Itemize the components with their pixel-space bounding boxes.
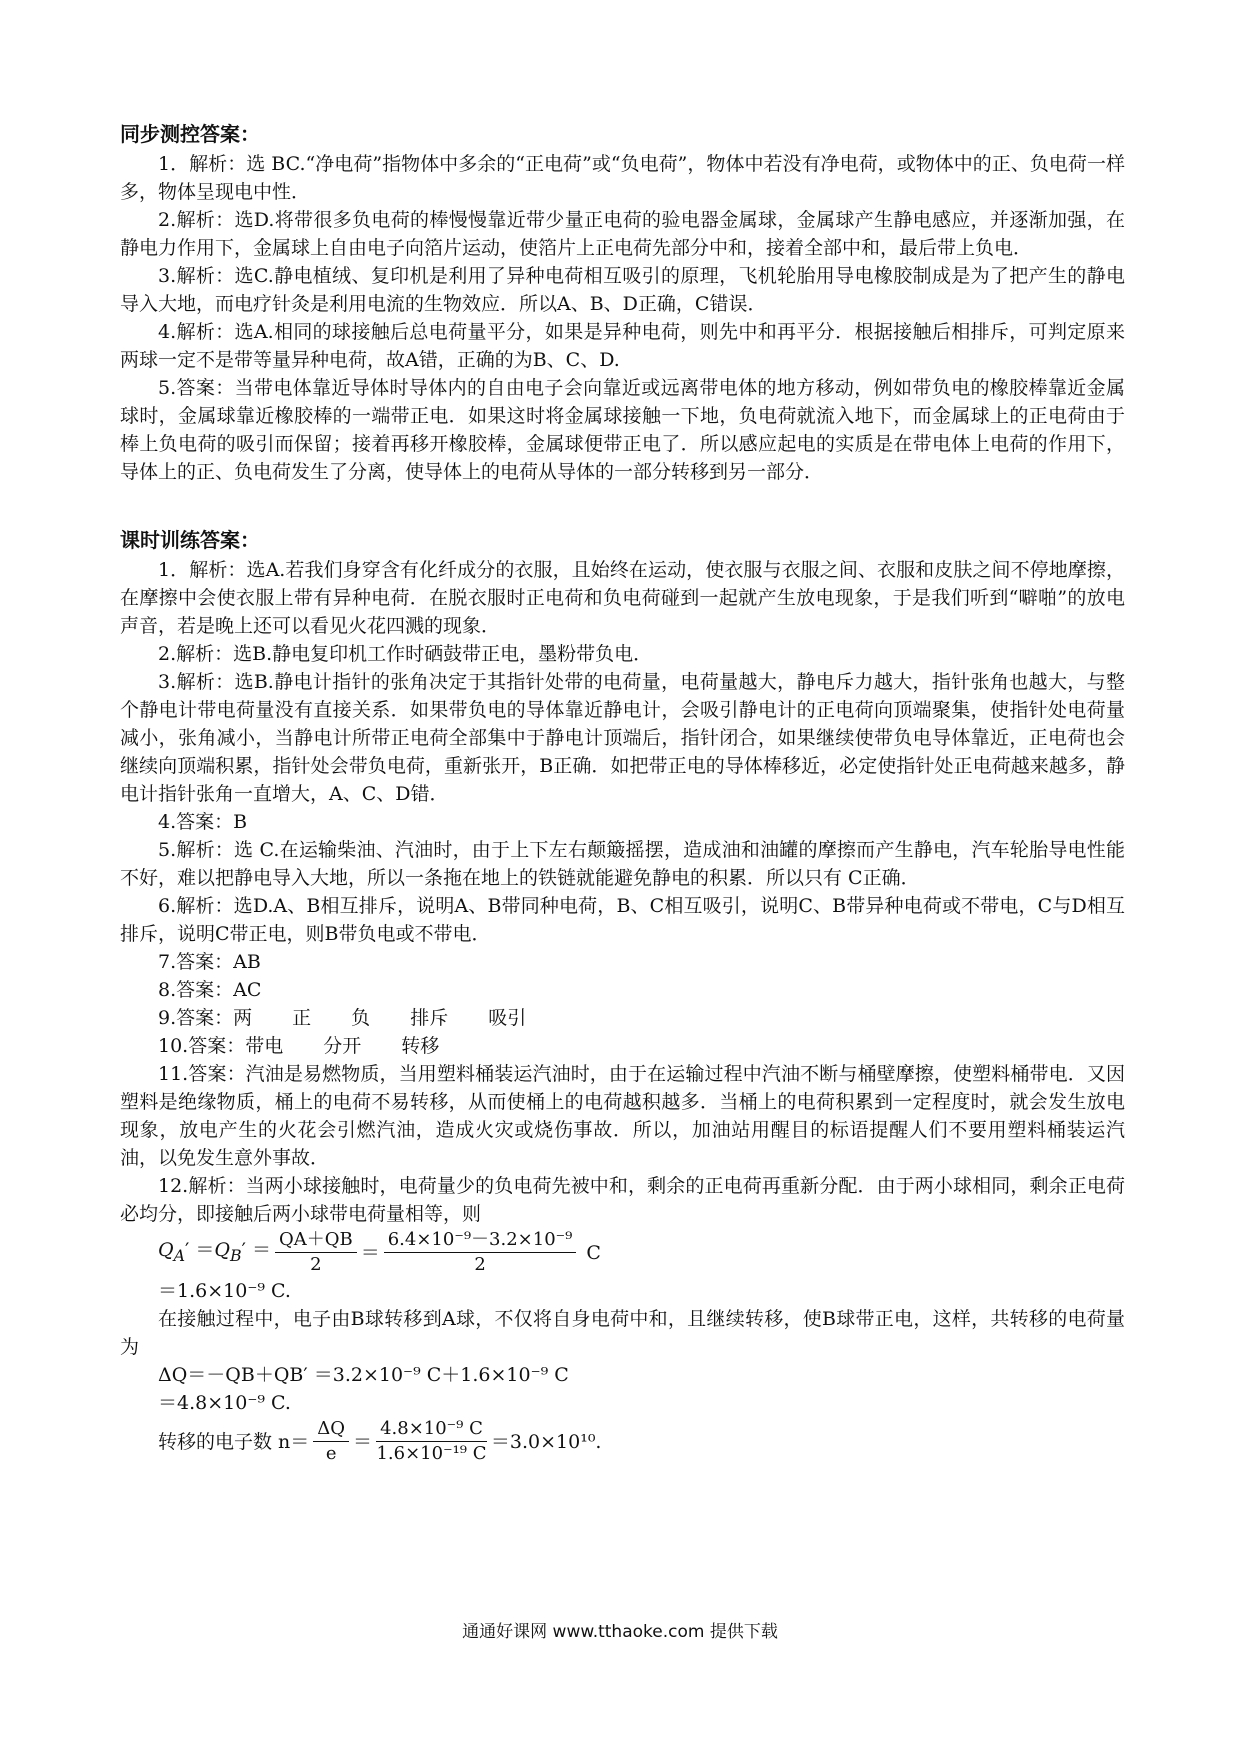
answer-item: 6.解析：选D.A、B相互排斥，说明A、B带同种电荷，B、C相互吸引，说明C、B带异种电荷或不带电，C与D相互排斥，说明C带正电，则B带负电或不带电． <box>120 895 1125 945</box>
fraction <box>376 1417 487 1466</box>
answer-item: 3.解析：选C.静电植绒、复印机是利用了异种电荷相互吸引的原理，飞机轮胎用导电橡胶制成是为了把产生的静电导入大地，而电疗针灸是利用电流的生物效应．所以A、B、D正确，C错误． <box>120 265 1125 315</box>
answer-item: 2.解析：选D.将带很多负电荷的棒慢慢靠近带少量正电荷的验电器金属球，金属球产生静电感应，并逐渐加强，在静电力作用下，金属球上自由电子向箔片运动，使箔片上正电荷先部分中和，接着全部中和，最后带上负电． <box>120 209 1125 259</box>
numerator: 6.4×10⁻⁹－3.2×10⁻⁹ <box>384 1228 577 1253</box>
denominator: 2 <box>310 1254 322 1275</box>
answer-item-12-middle: 在接触过程中，电子由B球转移到A球，不仅将自身电荷中和，且继续转移，使B球带正电，这样，共转移的电荷量为 <box>120 1308 1125 1358</box>
numerator: QA＋QB <box>275 1228 357 1253</box>
answer-item: 8.答案：AC <box>158 979 262 1001</box>
document-body <box>120 120 1125 1466</box>
fraction <box>384 1228 577 1277</box>
answer-item: 3.解析：选B.静电计指针的张角决定于其指针处带的电荷量，电荷量越大，静电斥力越大，指针张角也越大，与整个静电计带电荷量没有直接关系．如果带负电的导体靠近静电计，会吸引静电计的正电荷向顶端聚集，使指针处电荷量减小，张角减小，当静电计所带正电荷全部集中于静电计顶端后，指针闭合，如果继续使带负电导体靠近，正电荷也会继续向顶端积累，指针处会带负电荷，重新张开，B正确．如把带正电的导体棒移近，必定使指针处正电荷越来越多，静电计指针张角一直增大，A、C、D错． <box>120 671 1125 805</box>
numerator: ΔQ <box>313 1417 349 1442</box>
equation-lhs: $Q_A' =Q_B'$ ＝ <box>158 1238 271 1265</box>
fraction <box>275 1228 357 1277</box>
answer-word: 分开 <box>323 1035 362 1057</box>
equation-result: ＝3.0×10¹⁰. <box>490 1430 602 1453</box>
answer-item-11: 11.答案：汽油是易燃物质，当用塑料桶装运汽油时，由于在运输过程中汽油不断与桶壁摩擦，使塑料桶带电．又因塑料是绝缘物质，桶上的电荷不易转移，从而使桶上的电荷越积越多．当桶上的电荷积累到一定程度时，就会发生放电现象，放电产生的火花会引燃汽油，造成火灾或烧伤事故．所以，加油站用醒目的标语提醒人们不要用塑料桶装运汽油，以免发生意外事故． <box>120 1063 1125 1169</box>
answer-item: 4.解析：选A.相同的球接触后总电荷量平分，如果是异种电荷，则先中和再平分．根据接触后相排斥，可判定原来两球一定不是带等量异种电荷，故A错，正确的为B、C、D. <box>120 321 1125 371</box>
answer-item: 1．解析：选A.若我们身穿含有化纤成分的衣服，且始终在运动，使衣服与衣服之间、衣服和皮肤之间不停地摩擦，在摩擦中会使衣服上带有异种电荷．在脱衣服时正电荷和负电荷碰到一起就产生放电现象，于是我们听到“噼啪”的放电声音，若是晚上还可以看见火花四溅的现象． <box>120 559 1125 637</box>
section-title-lesson: 课时训练答案： <box>120 528 260 552</box>
denominator: e <box>325 1443 337 1464</box>
answer-word: 负 <box>351 1007 371 1029</box>
answer-word: 正 <box>292 1007 312 1029</box>
answer-prefix: 9.答案： <box>158 1007 234 1029</box>
answer-item: 5.答案：当带电体靠近导体时导体内的自由电子会向靠近或远离带电体的地方移动，例如带负电的橡胶棒靠近金属球时，金属球靠近橡胶棒的一端带正电．如果这时将金属球接触一下地，负电荷就流入地下，而金属球上的正电荷由于棒上负电荷的吸引而保留；接着再移开橡胶棒，金属球便带正电了．所以感应起电的实质是在带电体上电荷的作用下，导体上的正、负电荷发生了分离，使导体上的电荷从导体的一部分转移到另一部分． <box>120 377 1125 483</box>
answer-prefix: 10.答案： <box>158 1035 246 1057</box>
answer-item: 7.答案：AB <box>158 951 261 973</box>
answer-word: 吸引 <box>488 1007 527 1029</box>
answer-item: 1．解析：选 BC.“净电荷”指物体中多余的“正电荷”或“负电荷”，物体中若没有净电荷，或物体中的正、负电荷一样多，物体呈现电中性． <box>120 153 1125 203</box>
answer-item: 5.解析：选 C.在运输柴油、汽油时，由于上下左右颠簸摇摆，造成油和油罐的摩擦而产生静电，汽车轮胎导电性能不好，难以把静电导入大地，所以一条拖在地上的铁链就能避免静电的积累．所以只有 C正确． <box>120 839 1125 889</box>
answer-item: 4.答案：B <box>158 811 248 833</box>
equation-2-result: ＝4.8×10⁻⁹ C. <box>158 1392 291 1414</box>
unit: C <box>586 1241 601 1264</box>
answer-item: 2.解析：选B.静电复印机工作时硒鼓带正电，墨粉带负电． <box>158 643 653 665</box>
equation-3: 转移的电子数 n＝ $\frac{\Delta Q}{e}$ ＝ $\frac{\text{4.8×10⁻⁹ C}}{\text{1.6×10⁻¹⁹ C}}$ ＝3.0×10¹⁰. <box>158 1418 602 1464</box>
denominator: 1.6×10⁻¹⁹ C <box>376 1443 487 1464</box>
equation-1: $Q_A' =Q_B'$ ＝ $\frac{QA+QB}{2}$ ＝ $\frac{\text{6.4×10⁻⁹－3.2×10⁻⁹}}{2}$ C <box>158 1229 601 1275</box>
equation-1-result: ＝1.6×10⁻⁹ C. <box>158 1280 291 1302</box>
answer-word: 排斥 <box>410 1007 449 1029</box>
fraction <box>313 1417 349 1466</box>
answer-word: 转移 <box>401 1035 440 1057</box>
footer-credit: 通通好课网 www.tthaoke.com 提供下载 <box>462 1622 778 1642</box>
numerator: 4.8×10⁻⁹ C <box>376 1417 487 1442</box>
answer-item-9 <box>120 1004 1125 1032</box>
answer-item-10 <box>120 1032 1125 1060</box>
equation-prefix: 转移的电子数 n＝ <box>158 1430 310 1453</box>
answer-item-12-intro: 12.解析：当两小球接触时，电荷量少的负电荷先被中和，剩余的正电荷再重新分配．由于两小球相同，剩余正电荷必均分，即接触后两小球带电荷量相等，则 <box>120 1175 1125 1225</box>
equation-2: ΔQ＝－QB＋QB′ ＝3.2×10⁻⁹ C＋1.6×10⁻⁹ C <box>158 1364 569 1386</box>
answer-word: 带电 <box>245 1035 284 1057</box>
section-title-sync: 同步测控答案： <box>120 122 260 146</box>
answer-word: 两 <box>233 1007 253 1029</box>
denominator: 2 <box>474 1254 486 1275</box>
